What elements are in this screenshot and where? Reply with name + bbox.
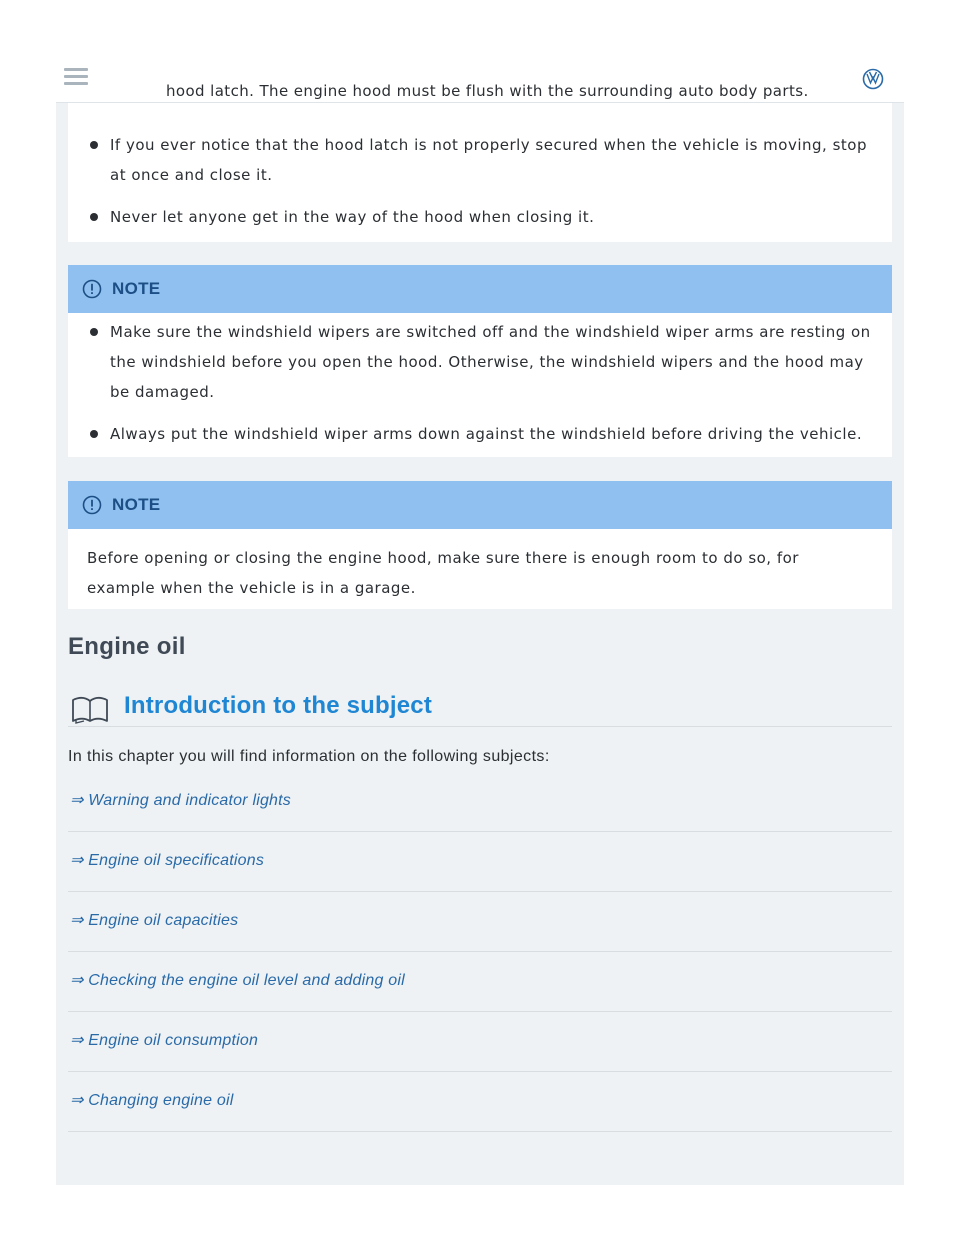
book-icon <box>70 696 110 724</box>
cutoff-text: hood latch. The engine hood must be flush with the surrounding auto body parts. <box>166 82 809 100</box>
topic-link-warning-lights[interactable]: ⇒ Warning and indicator lights <box>70 792 291 809</box>
note-title: NOTE <box>112 495 161 514</box>
warning-bullet: Never let anyone get in the way of the hood when closing it. <box>68 202 892 232</box>
brand-logo-icon[interactable] <box>862 68 884 90</box>
topic-link-checking-oil-level[interactable]: ⇒ Checking the engine oil level and adding oil <box>70 972 405 989</box>
topic-link-changing-oil[interactable]: ⇒ Changing engine oil <box>70 1092 234 1109</box>
topic-link-oil-capacities[interactable]: ⇒ Engine oil capacities <box>70 912 239 929</box>
link-item <box>68 772 892 832</box>
intro-text: In this chapter you will find information on the following subjects: <box>68 748 550 765</box>
link-item <box>68 832 892 892</box>
link-item <box>68 1012 892 1072</box>
topic-link-oil-consumption[interactable]: ⇒ Engine oil consumption <box>70 1032 259 1049</box>
note-bullet: Make sure the windshield wipers are switched off and the windshield wiper arms are resting on the windshield before you open the hood. Otherwise, the windshield wipers and the hood may be damaged. <box>68 317 892 407</box>
alert-icon <box>82 495 102 515</box>
note-bullet: Always put the windshield wiper arms down against the windshield before driving the vehicle. <box>68 419 892 449</box>
intro-header <box>68 690 892 727</box>
warning-card <box>68 102 892 242</box>
topic-links <box>68 772 892 1132</box>
link-item <box>68 1072 892 1132</box>
section-title: Engine oil <box>68 633 186 660</box>
intro-title: Introduction to the subject <box>124 692 433 719</box>
note-header <box>68 481 892 529</box>
note-text: Before opening or closing the engine hood, make sure there is enough room to do so, for example when the vehicle is in a garage. <box>87 549 799 597</box>
note-card-room <box>68 481 892 609</box>
link-item <box>68 892 892 952</box>
note-card-wipers <box>68 265 892 457</box>
menu-icon[interactable] <box>64 68 88 88</box>
link-item <box>68 952 892 1012</box>
warning-bullet: If you ever notice that the hood latch is not properly secured when the vehicle is moving, stop at once and close it. <box>68 130 892 190</box>
alert-icon <box>82 279 102 299</box>
topic-link-oil-specifications[interactable]: ⇒ Engine oil specifications <box>70 852 265 869</box>
note-title: NOTE <box>112 279 161 298</box>
top-bar <box>56 0 904 103</box>
note-header <box>68 265 892 313</box>
